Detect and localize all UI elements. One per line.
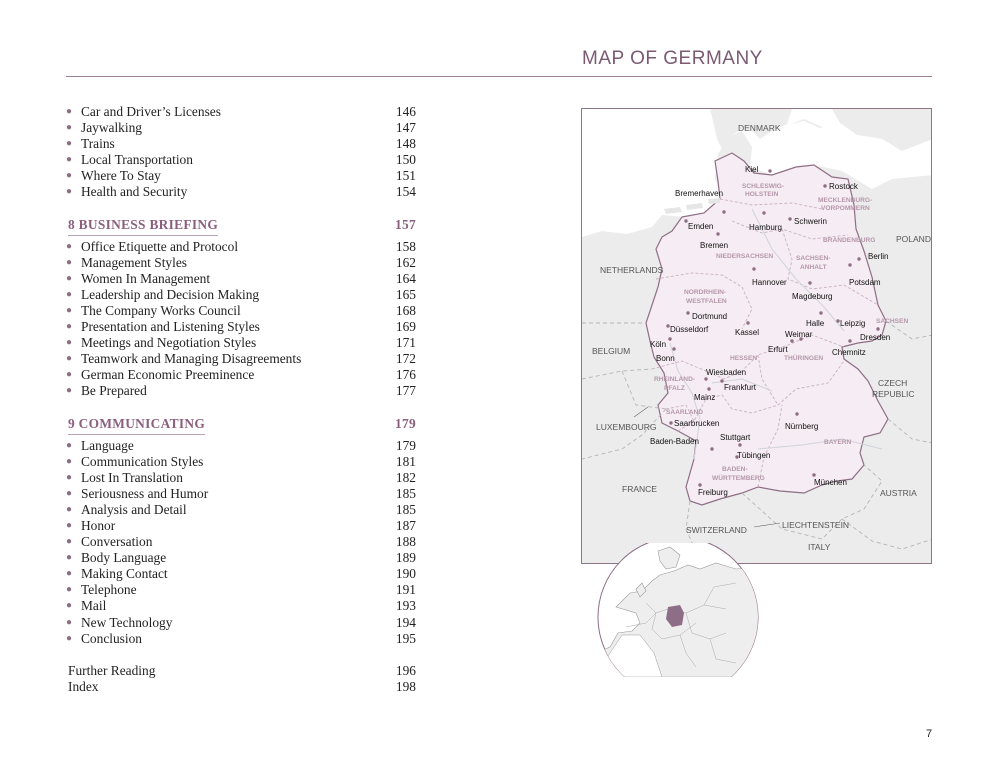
bullet-icon: ●: [66, 122, 73, 134]
toc-entry-label: Teamwork and Managing Disagreements: [81, 351, 302, 367]
toc-entry-label: Conclusion: [81, 630, 143, 646]
city-label: Nürnberg: [785, 422, 819, 431]
country-label: SWITZERLAND: [686, 525, 747, 535]
toc-entry-label: German Economic Preeminence: [81, 367, 255, 383]
toc-entry-page: 147: [395, 120, 416, 136]
section-page: 157: [395, 216, 416, 232]
toc-entry[interactable]: [66, 631, 420, 647]
toc-entry[interactable]: [66, 486, 420, 502]
country-label: FRANCE: [622, 484, 657, 494]
globe-graphic: [596, 543, 760, 677]
toc-entry-page: 196: [395, 662, 416, 678]
title-rule: [66, 76, 932, 77]
toc-entry-label: Further Reading: [68, 662, 156, 678]
city-label: Tübingen: [737, 451, 771, 460]
bullet-icon: ●: [66, 519, 73, 531]
country-label: BELGIUM: [592, 346, 631, 356]
toc-entry-page: 165: [395, 286, 416, 302]
bullet-icon: ●: [66, 288, 73, 300]
toc-entry-page: 189: [395, 550, 416, 566]
state-label: NORDRHEIN-: [684, 289, 727, 296]
bullet-icon: ●: [66, 154, 73, 166]
toc-entry[interactable]: [66, 239, 420, 255]
city-label: Dresden: [860, 333, 891, 342]
toc-entry-page: 172: [395, 351, 416, 367]
state-label: SCHLESWIG-: [742, 183, 785, 190]
bullet-icon: ●: [66, 471, 73, 483]
toc-entry-page: 146: [395, 104, 416, 119]
toc-entry-page: 194: [395, 614, 416, 630]
bullet-icon: ●: [66, 487, 73, 499]
state-label: BADEN-: [722, 466, 748, 473]
state-label: HOLSTEIN: [745, 191, 779, 198]
toc-entry-page: 164: [395, 270, 416, 286]
toc-entry[interactable]: [66, 335, 420, 351]
bullet-icon: ●: [66, 170, 73, 182]
toc-entry-page: 195: [395, 630, 416, 646]
bullet-icon: ●: [66, 455, 73, 467]
page-title: MAP OF GERMANY: [582, 48, 763, 69]
toc-entry-label: The Company Works Council: [81, 302, 241, 318]
toc-entry-label: Seriousness and Humor: [81, 485, 209, 501]
toc-entry[interactable]: [66, 470, 420, 486]
city-label: Hannover: [752, 278, 787, 287]
state-label: SAARLAND: [666, 409, 703, 416]
state-label: MECKLENBURG-: [818, 197, 873, 204]
toc-entry[interactable]: [66, 582, 420, 598]
toc-entry-page: 162: [395, 254, 416, 270]
bullet-icon: ●: [66, 616, 73, 628]
toc-entry[interactable]: [66, 518, 420, 534]
toc-entry-page: 191: [395, 582, 416, 598]
toc-entry[interactable]: [66, 184, 420, 200]
city-label: Weimar: [785, 330, 813, 339]
city-label: Erfurt: [768, 345, 788, 354]
bullet-icon: ●: [66, 106, 73, 117]
toc-entry[interactable]: [66, 255, 420, 271]
bullet-icon: ●: [66, 186, 73, 198]
toc-entry-label: Conversation: [81, 534, 153, 550]
toc-entry-page: 151: [395, 168, 416, 184]
toc-entry-label: Car and Driver’s Licenses: [81, 104, 221, 119]
toc-entry[interactable]: [66, 271, 420, 287]
toc-entry[interactable]: [66, 136, 420, 152]
toc-entry-label: Be Prepared: [81, 383, 147, 399]
country-label: POLAND: [896, 234, 931, 244]
germany-map: [581, 108, 932, 564]
city-label: Chemnitz: [832, 348, 866, 357]
country-label: REPUBLIC: [872, 389, 915, 399]
toc-entry-page: 148: [395, 136, 416, 152]
toc-entry-page: 193: [395, 598, 416, 614]
toc-entry-page: 185: [395, 485, 416, 501]
bullet-icon: ●: [66, 353, 73, 365]
toc-entry[interactable]: [66, 152, 420, 168]
toc-entry[interactable]: [66, 550, 420, 566]
state-label: BRANDENBURG: [823, 237, 876, 244]
bullet-icon: ●: [66, 385, 73, 397]
city-label: Düsseldorf: [670, 325, 709, 334]
state-label: SACHSEN: [876, 318, 909, 325]
city-label: Bremerhaven: [675, 189, 724, 198]
state-label: THÜRINGEN: [784, 355, 824, 362]
country-label: LUXEMBOURG: [596, 422, 657, 432]
toc-entry[interactable]: [66, 367, 420, 383]
bullet-icon: ●: [66, 568, 73, 580]
city-label: Stuttgart: [720, 433, 751, 442]
city-label: Rostock: [829, 182, 858, 191]
city-label: Bremen: [700, 241, 729, 250]
toc-section-9[interactable]: [66, 416, 420, 438]
toc-entry[interactable]: [66, 534, 420, 550]
toc-entry-label: Jaywalking: [81, 120, 142, 136]
toc-entry[interactable]: [66, 104, 420, 120]
bullet-icon: ●: [66, 552, 73, 564]
germany-map-graphic: [582, 109, 932, 564]
state-label: WESTFALEN: [686, 298, 727, 305]
toc-entry-page: 154: [395, 184, 416, 200]
city-label: Freiburg: [698, 488, 728, 497]
toc-entry-label: Trains: [81, 136, 115, 152]
city-label: München: [814, 478, 847, 487]
city-label: Halle: [806, 319, 825, 328]
bullet-icon: ●: [66, 632, 73, 644]
toc-entry[interactable]: [66, 438, 420, 454]
state-label: RHEINLAND-: [654, 376, 696, 383]
toc-entry-label: Index: [68, 678, 99, 694]
bullet-icon: ●: [66, 321, 73, 333]
toc-entry-label: Presentation and Listening Styles: [81, 319, 260, 335]
toc-entry-label: Management Styles: [81, 254, 187, 270]
bullet-icon: ●: [66, 369, 73, 381]
city-label: Kassel: [735, 328, 760, 337]
city-label: Potsdam: [849, 278, 881, 287]
toc-entry-label: Telephone: [81, 582, 137, 598]
page-number: 7: [926, 728, 933, 740]
toc-entry[interactable]: [66, 454, 420, 470]
city-label: Saarbrucken: [674, 419, 720, 428]
toc-entry-further-reading[interactable]: [66, 663, 420, 679]
toc-entry-index[interactable]: [66, 679, 420, 695]
bullet-icon: ●: [66, 584, 73, 596]
bullet-icon: ●: [66, 503, 73, 515]
city-label: Dortmund: [692, 312, 728, 321]
toc-entry[interactable]: [66, 615, 420, 631]
bullet-icon: ●: [66, 304, 73, 316]
toc-entry[interactable]: [66, 120, 420, 136]
city-label: Wiesbaden: [706, 368, 747, 377]
city-label: Frankfurt: [724, 383, 757, 392]
bullet-icon: ●: [66, 439, 73, 451]
toc-entry[interactable]: [66, 383, 420, 399]
toc-entry-label: Where To Stay: [81, 168, 161, 184]
toc-entry-label: Communication Styles: [81, 453, 204, 469]
city-label: Baden-Baden: [650, 437, 699, 446]
toc-entry-label: Meetings and Negotiation Styles: [81, 335, 257, 351]
toc-entry[interactable]: [66, 351, 420, 367]
state-label: NIEDERSACHSEN: [716, 253, 774, 260]
toc-entry-label: Making Contact: [81, 566, 168, 582]
toc-entry-label: Body Language: [81, 550, 167, 566]
state-label: WÜRTTEMBERG: [712, 475, 765, 482]
toc-entry[interactable]: [66, 598, 420, 614]
city-label: Magdeburg: [792, 292, 833, 301]
table-of-contents: [66, 104, 420, 695]
bullet-icon: ●: [66, 256, 73, 268]
city-label: Kiel: [745, 165, 759, 174]
bullet-icon: ●: [66, 600, 73, 612]
toc-entry[interactable]: [66, 566, 420, 582]
toc-entry-label: Leadership and Decision Making: [81, 286, 260, 302]
toc-entry-label: Mail: [81, 598, 107, 614]
toc-entry[interactable]: [66, 287, 420, 303]
bullet-icon: ●: [66, 272, 73, 284]
toc-entry[interactable]: [66, 168, 420, 184]
toc-entry-page: 179: [395, 437, 416, 453]
toc-entry-page: 176: [395, 367, 416, 383]
toc-entry-label: Language: [81, 437, 134, 453]
city-label: Köln: [650, 340, 667, 349]
city-label: Schwerin: [794, 217, 827, 226]
country-label: CZECH: [878, 378, 908, 388]
toc-entry-label: Office Etiquette and Protocol: [81, 238, 239, 254]
city-label: Berlin: [868, 252, 889, 261]
country-label: DENMARK: [738, 123, 781, 133]
toc-entry-page: 171: [395, 335, 416, 351]
country-label: LIECHTENSTEIN: [782, 520, 850, 530]
toc-entry-label: Honor: [81, 517, 116, 533]
section-page: 179: [395, 415, 416, 431]
toc-entry[interactable]: [66, 303, 420, 319]
city-label: Bonn: [656, 354, 675, 363]
city-label: Mainz: [694, 393, 716, 402]
toc-entry-page: 181: [395, 453, 416, 469]
toc-entry[interactable]: [66, 319, 420, 335]
country-label: AUSTRIA: [880, 488, 917, 498]
country-label: NETHERLANDS: [600, 265, 664, 275]
toc-entry-label: Lost In Translation: [81, 469, 183, 485]
toc-entry-label: New Technology: [81, 614, 173, 630]
toc-entry-label: Local Transportation: [81, 152, 193, 168]
state-label: VORPOMMERN: [821, 205, 870, 212]
toc-entry-page: 168: [395, 302, 416, 318]
toc-entry-page: 185: [395, 501, 416, 517]
europe-locator-globe: [596, 543, 760, 682]
bullet-icon: ●: [66, 536, 73, 548]
country-label: ITALY: [808, 542, 831, 552]
city-label: Hamburg: [749, 223, 782, 232]
toc-entry-page: 158: [395, 238, 416, 254]
toc-entry-page: 150: [395, 152, 416, 168]
toc-entry-label: Women In Management: [81, 270, 211, 286]
toc-entry-label: Analysis and Detail: [81, 501, 187, 517]
state-label: BAYERN: [824, 439, 852, 446]
state-label: HESSEN: [730, 355, 758, 362]
toc-entry[interactable]: [66, 502, 420, 518]
city-label: Emden: [688, 222, 714, 231]
city-label: Leipzig: [840, 319, 866, 328]
toc-entry-page: 169: [395, 319, 416, 335]
toc-entry-page: 198: [395, 678, 416, 694]
toc-section-8[interactable]: [66, 217, 420, 239]
toc-entry-page: 188: [395, 534, 416, 550]
toc-entry-page: 190: [395, 566, 416, 582]
state-label: PFALZ: [664, 385, 685, 392]
bullet-icon: ●: [66, 240, 73, 252]
section-title: 9 COMMUNICATING: [68, 416, 205, 435]
bullet-icon: ●: [66, 138, 73, 150]
toc-entry-page: 182: [395, 469, 416, 485]
section-title: 8 BUSINESS BRIEFING: [68, 217, 218, 236]
toc-entry-label: Health and Security: [81, 184, 188, 200]
toc-entry-page: 177: [395, 383, 416, 399]
state-label: ANHALT: [800, 264, 827, 271]
bullet-icon: ●: [66, 337, 73, 349]
toc-entry-page: 187: [395, 517, 416, 533]
state-label: SACHSEN-: [796, 255, 831, 262]
